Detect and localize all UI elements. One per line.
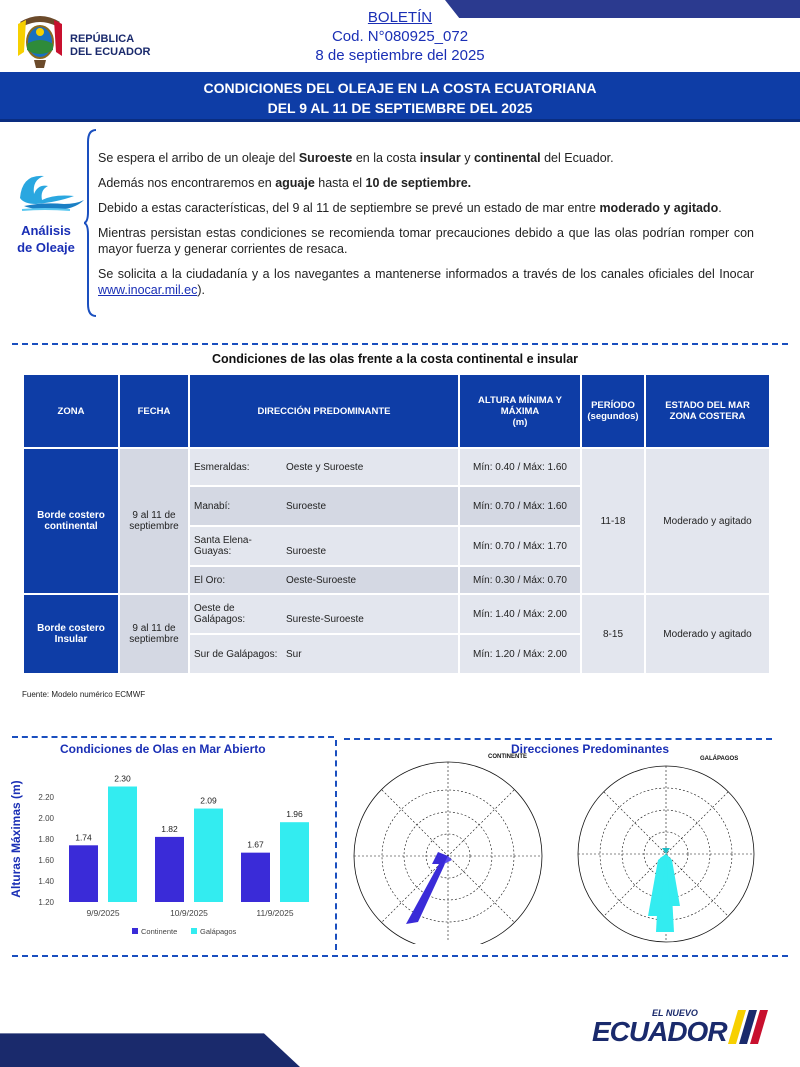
- bar-chart-x-axis: [86, 908, 293, 918]
- bar-chart: [0, 760, 330, 945]
- analysis-paragraph-2: Además nos encontraremos en aguaje hasta el 10 de septiembre.: [98, 176, 472, 190]
- logo-el-nuevo: EL NUEVO: [652, 1008, 698, 1018]
- height-cell: Mín: 0.70 / Máx: 1.60: [459, 486, 581, 526]
- rose-label-galapagos: GALÁPAGOS: [700, 756, 739, 762]
- table-header-row: [23, 374, 770, 448]
- bar: [69, 845, 98, 902]
- analysis-label: [10, 222, 82, 256]
- inocar-link[interactable]: www.inocar.mil.ec: [98, 283, 198, 297]
- legend-label: Continente: [141, 927, 178, 936]
- logo-ecuador: ECUADOR: [592, 1016, 727, 1047]
- bar-chart-y-label: Alturas Máximas (m): [9, 780, 23, 898]
- height-cell: Mín: 1.40 / Máx: 2.00: [459, 594, 581, 634]
- height-cell: Mín: 0.40 / Máx: 1.60: [459, 448, 581, 486]
- direction-cell: Oeste de Galápagos: Sureste-Suroeste: [189, 594, 459, 634]
- chart2-divider-top: [344, 738, 772, 740]
- chart-divider-vertical: [335, 740, 337, 950]
- rose-galapagos: [572, 756, 772, 946]
- table-title: Condiciones de las olas frente a la costa continental e insular: [211, 352, 579, 366]
- analysis-paragraph-3: Debido a estas características, del 9 al 11 de septiembre se prevé un estado de mar entre moderado y agitado.: [98, 201, 722, 215]
- title-banner: [0, 72, 800, 122]
- height-cell: Mín: 1.20 / Máx: 2.00: [459, 634, 581, 674]
- estado-continental: Moderado y agitado: [645, 448, 770, 594]
- bottom-divider: [12, 955, 788, 957]
- footer-accent: [0, 1025, 300, 1067]
- banner-title-line2: DEL 9 AL 11 DE SEPTIEMBRE DEL 2025: [267, 100, 533, 116]
- analysis-label-line2: de Oleaje: [17, 240, 75, 255]
- bar-chart-legend: [132, 927, 237, 936]
- bulletin-code: Cod. N°080925_072: [331, 28, 469, 45]
- zone-continental: Borde costero continental: [23, 448, 119, 594]
- bar-data-label: 2.30: [114, 773, 131, 784]
- republic-name: [70, 33, 150, 59]
- analysis-paragraph-1: Se espera el arribo de un oleaje del Suroeste en la costa insular y continental del Ecuador.: [98, 151, 614, 165]
- chart1-divider-top: [12, 736, 334, 738]
- bar-data-label: 1.67: [247, 839, 264, 850]
- conditions-table: [22, 373, 771, 675]
- banner-title-line1: CONDICIONES DEL OLEAJE EN LA COSTA ECUATORIANA: [203, 80, 597, 96]
- y-tick-label: 1.20: [38, 898, 54, 907]
- height-cell: Mín: 0.30 / Máx: 0.70: [459, 566, 581, 594]
- zone-insular: Borde costero Insular: [23, 594, 119, 674]
- col-altura: ALTURA MÍNIMA Y MÁXIMA (m): [459, 374, 581, 448]
- analysis-text: [98, 150, 754, 307]
- bar-data-label: 1.82: [161, 823, 178, 834]
- col-direccion: DIRECCIÓN PREDOMINANTE: [189, 374, 459, 448]
- col-estado: ESTADO DEL MAR ZONA COSTERA: [645, 374, 770, 448]
- bar-chart-title: Condiciones de Olas en Mar Abierto: [60, 742, 266, 756]
- bulletin-heading: [260, 8, 540, 65]
- y-tick-label: 2.20: [38, 793, 54, 802]
- analysis-paragraph-4: Mientras persistan estas condiciones se recomienda tomar precauciones debido a que las olas podrían romper con mayor fuerza y generar corrientes de resaca.: [98, 226, 754, 256]
- bar-data-label: 2.09: [200, 795, 217, 806]
- analysis-label-line1: Análisis: [21, 223, 71, 238]
- x-tick-label: 10/9/2025: [170, 908, 208, 918]
- direction-cell: Manabí: Suroeste: [189, 486, 459, 526]
- y-tick-label: 1.60: [38, 856, 54, 865]
- bar: [108, 787, 137, 903]
- legend-label: Galápagos: [200, 927, 237, 936]
- bar-data-label: 1.74: [75, 832, 92, 843]
- republic-line1: REPÚBLICA: [70, 33, 135, 45]
- table-source: Fuente: Modelo numérico ECMWF: [22, 690, 146, 699]
- x-tick-label: 11/9/2025: [256, 908, 294, 918]
- y-tick-label: 2.00: [38, 814, 54, 823]
- legend-swatch: [191, 928, 197, 934]
- y-tick-label: 1.80: [38, 835, 54, 844]
- col-periodo: PERÍODO (segundos): [581, 374, 645, 448]
- rose-chart-title: Direcciones Predominantes: [510, 742, 670, 756]
- y-tick-label: 1.40: [38, 877, 54, 886]
- direction-cell: Esmeraldas: Oeste y Suroeste: [189, 448, 459, 486]
- rose-continente: [340, 752, 560, 944]
- bar: [155, 837, 184, 902]
- col-zona: ZONA: [23, 374, 119, 448]
- bar: [194, 809, 223, 902]
- fecha-insular: 9 al 11 de septiembre: [119, 594, 189, 674]
- legend-swatch: [132, 928, 138, 934]
- bar-chart-y-axis: [9, 780, 55, 907]
- bar: [280, 822, 309, 902]
- bar: [241, 853, 270, 902]
- table-row: [23, 448, 770, 486]
- section-divider: [12, 343, 788, 345]
- bulletin-date: 8 de septiembre del 2025: [315, 47, 485, 64]
- fecha-continental: 9 al 11 de septiembre: [119, 448, 189, 594]
- analysis-paragraph-5: Se solicita a la ciudadanía y a los navegantes a mantenerse informados a través de los canales oficiales del Inocar www.inocar.mil.ec).: [98, 267, 754, 297]
- periodo-continental: 11-18: [581, 448, 645, 594]
- bar-chart-bars: [69, 774, 309, 903]
- rose-label-continente: CONTINENTE: [488, 754, 527, 760]
- estado-insular: Moderado y agitado: [645, 594, 770, 674]
- logo-stripes-icon: [728, 1010, 770, 1044]
- ecuador-coat-of-arms-icon: [16, 12, 64, 70]
- height-cell: Mín: 0.70 / Máx: 1.70: [459, 526, 581, 566]
- bar-data-label: 1.96: [286, 809, 303, 820]
- direction-cell: Santa Elena-Guayas: Suroeste: [189, 526, 459, 566]
- table-row: [23, 594, 770, 634]
- bulletin-label: BOLETÍN: [367, 9, 433, 26]
- brace-divider: [84, 128, 98, 318]
- x-tick-label: 9/9/2025: [86, 908, 120, 918]
- col-fecha: FECHA: [119, 374, 189, 448]
- wave-icon: [14, 168, 86, 214]
- direction-cell: Sur de Galápagos: Sur: [189, 634, 459, 674]
- periodo-insular: 8-15: [581, 594, 645, 674]
- direction-cell: El Oro: Oeste-Suroeste: [189, 566, 459, 594]
- republic-line2: DEL ECUADOR: [70, 46, 151, 58]
